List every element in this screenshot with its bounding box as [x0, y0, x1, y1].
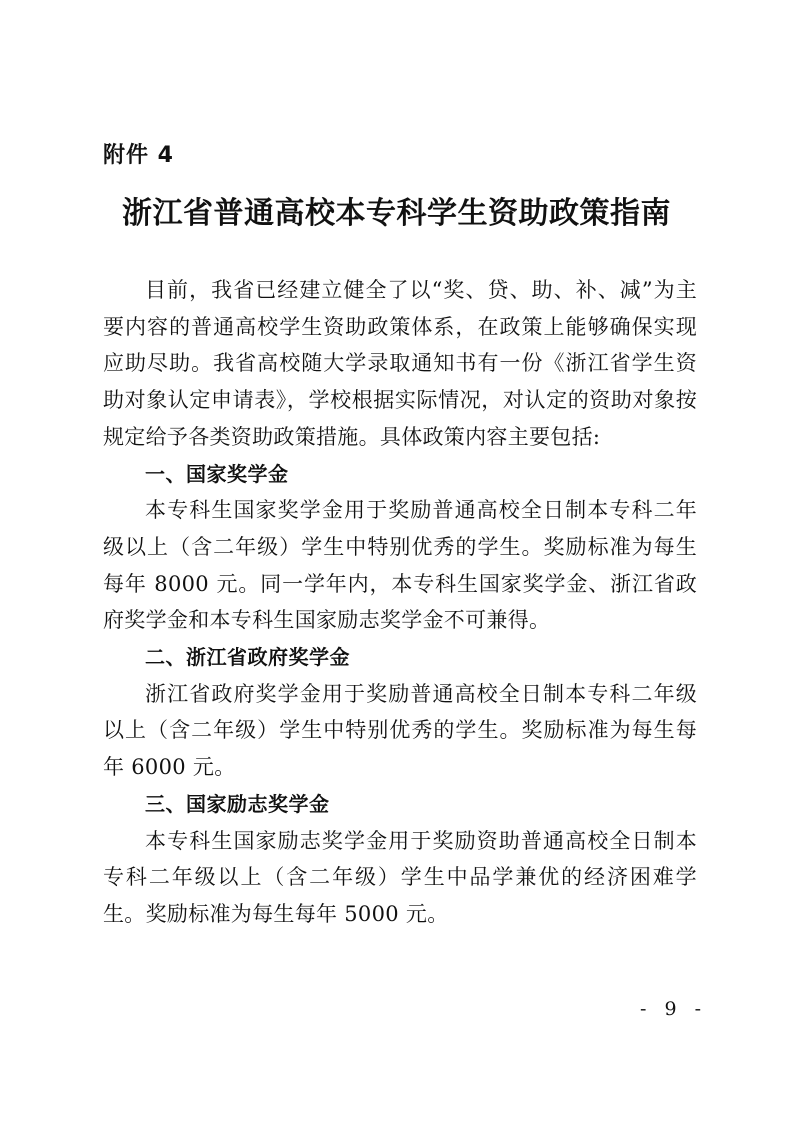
intro-paragraph: 目前，我省已经建立健全了以“奖、贷、助、补、减”为主要内容的普通高校学生资助政策体系，在政策上能够确保实现应助尽助。我省高校随大学录取通知书有一份《浙江省学生资助对象认定申请表》，学校根据实际情况，对认定的资助对象按规定给予各类资助政策措施。具体政策内容主要包括: [103, 278, 697, 449]
section-heading: 三、国家励志奖学金 [145, 791, 330, 816]
document-body [103, 272, 697, 933]
page-number: - 9 - [640, 998, 708, 1020]
section-paragraph: 本专科生国家奖学金用于奖励普通高校全日制本专科二年级以上（含二年级）学生中特别优秀的学生。奖励标准为每生每年 8000 元。同一学年内，本专科生国家奖学金、浙江省政府奖学金和本专科生国家励志奖学金不可兼得。 [103, 498, 697, 633]
section-paragraph: 本专科生国家励志奖学金用于奖励资助普通高校全日制本专科二年级以上（含二年级）学生中品学兼优的经济困难学生。奖励标准为每生每年 5000 元。 [103, 828, 697, 926]
section-national-scholarship [103, 456, 697, 640]
section-zhejiang-government-scholarship [103, 639, 697, 786]
section-heading: 一、国家奖学金 [145, 461, 289, 486]
document-title: 浙江省普通高校本专科学生资助政策指南 [122, 196, 671, 231]
section-heading: 二、浙江省政府奖学金 [145, 645, 350, 670]
section-paragraph: 浙江省政府奖学金用于奖励普通高校全日制本专科二年级以上（含二年级）学生中特别优秀的学生。奖励标准为每生每年 6000 元。 [103, 681, 697, 780]
section-national-encouragement-scholarship [103, 786, 697, 933]
attachment-label: 附件 4 [103, 143, 174, 168]
